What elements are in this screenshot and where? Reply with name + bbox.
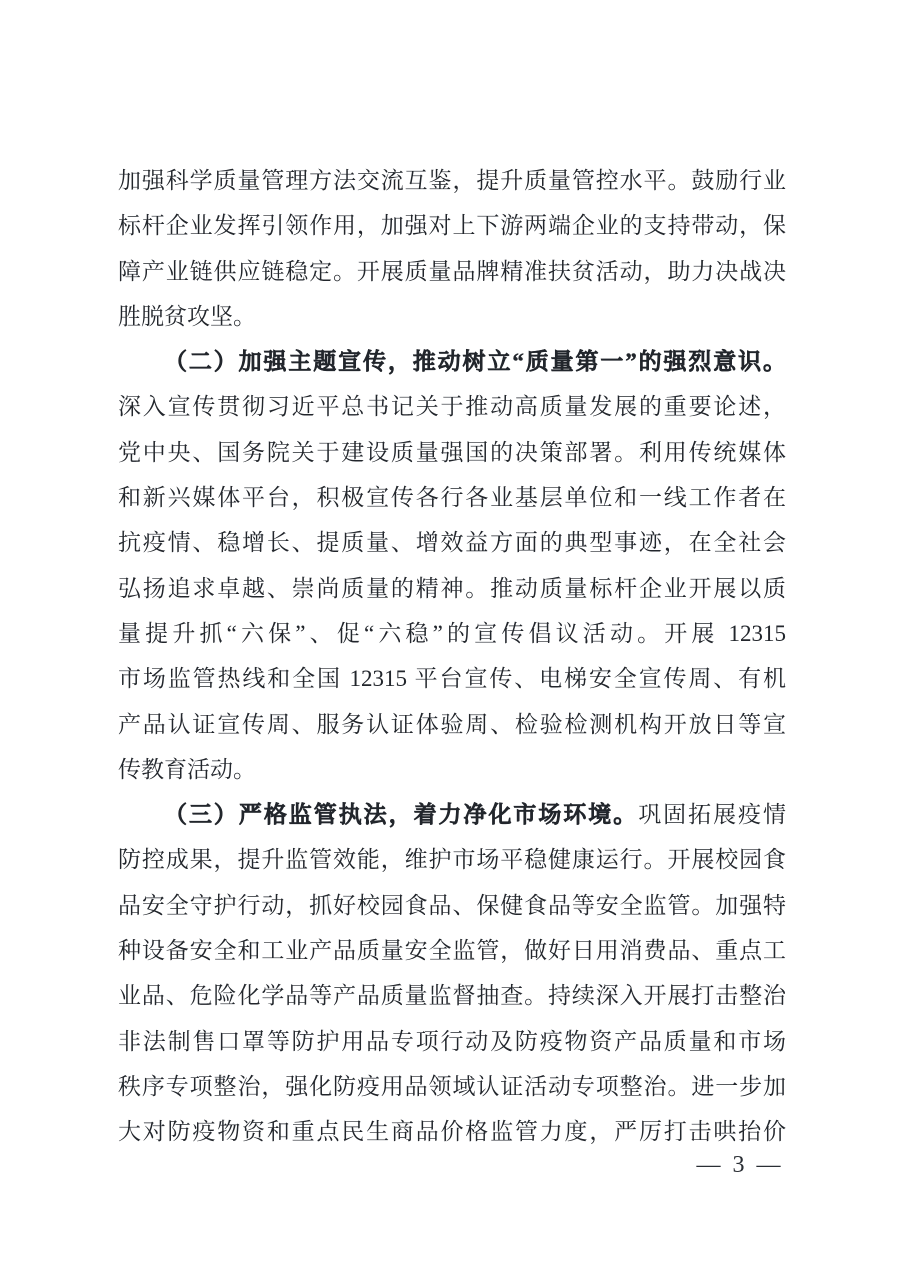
text-line <box>118 883 786 928</box>
text-line <box>118 747 786 792</box>
body-text: 种设备安全和工业产品质量安全监管，做好日用消费品、重点工 <box>118 938 786 964</box>
body-text: 抗疫情、稳增长、提质量、增效益方面的典型事迹，在全社会 <box>118 530 786 556</box>
body-text: 业品、危险化学品等产品质量监督抽查。持续深入开展打击整治 <box>118 983 786 1009</box>
text-line <box>118 928 786 973</box>
section-heading-text: （二）加强主题宣传，推动树立“质量第一”的强烈意识。 <box>164 349 786 375</box>
text-line <box>118 1064 786 1109</box>
text-line <box>118 566 786 611</box>
body-text: 市场监管热线和全国 12315 平台宣传、电梯安全宣传周、有机 <box>118 666 786 692</box>
body-text: 标杆企业发挥引领作用，加强对上下游两端企业的支持带动，保 <box>118 213 786 239</box>
body-text: 胜脱贫攻坚。 <box>118 303 256 329</box>
text-line <box>118 837 786 882</box>
text-line <box>118 611 786 656</box>
body-text: 秩序专项整治，强化防疫用品领域认证活动专项整治。进一步加 <box>118 1073 786 1099</box>
body-text: 深入宣传贯彻习近平总书记关于推动高质量发展的重要论述， <box>118 394 786 420</box>
document-body <box>118 158 786 1155</box>
page-number: — 3 — <box>696 1152 784 1178</box>
body-text: 防控成果，提升监管效能，维护市场平稳健康运行。开展校园食 <box>118 847 786 873</box>
text-line <box>118 1109 786 1154</box>
text-line <box>118 430 786 475</box>
text-line <box>118 249 786 294</box>
text-line <box>118 158 786 203</box>
text-line <box>118 475 786 520</box>
body-text: 党中央、国务院关于建设质量强国的决策部署。利用传统媒体 <box>118 439 786 465</box>
body-text: 加强科学质量管理方法交流互鉴，提升质量管控水平。鼓励行业 <box>118 168 786 193</box>
body-text: 传教育活动。 <box>118 756 256 782</box>
body-text: 大对防疫物资和重点民生商品价格监管力度，严厉打击哄抬价 <box>118 1119 786 1145</box>
body-text: 产品认证宣传周、服务认证体验周、检验检测机构开放日等宣 <box>118 711 786 737</box>
body-text: 障产业链供应链稳定。开展质量品牌精准扶贫活动，助力决战决 <box>118 258 786 284</box>
body-text: 和新兴媒体平台，积极宣传各行各业基层单位和一线工作者在 <box>118 485 786 511</box>
text-line <box>118 294 786 339</box>
text-line <box>118 520 786 565</box>
body-text: 巩固拓展疫情 <box>638 802 786 828</box>
body-text: 品安全守护行动，抓好校园食品、保健食品等安全监管。加强特 <box>118 892 786 918</box>
text-line <box>118 339 786 384</box>
text-line <box>118 384 786 429</box>
text-line <box>118 973 786 1018</box>
text-line <box>118 203 786 248</box>
section-heading-text: （三）严格监管执法，着力净化市场环境。 <box>164 802 639 828</box>
text-line <box>118 656 786 701</box>
body-text: 弘扬追求卓越、崇尚质量的精神。推动质量标杆企业开展以质 <box>118 575 786 601</box>
text-line <box>118 1019 786 1064</box>
body-text: 量提升抓“六保”、促“六稳”的宣传倡议活动。开展 12315 <box>118 620 786 646</box>
text-line <box>118 702 786 747</box>
text-line <box>118 792 786 837</box>
body-text: 非法制售口罩等防护用品专项行动及防疫物资产品质量和市场 <box>118 1028 786 1054</box>
